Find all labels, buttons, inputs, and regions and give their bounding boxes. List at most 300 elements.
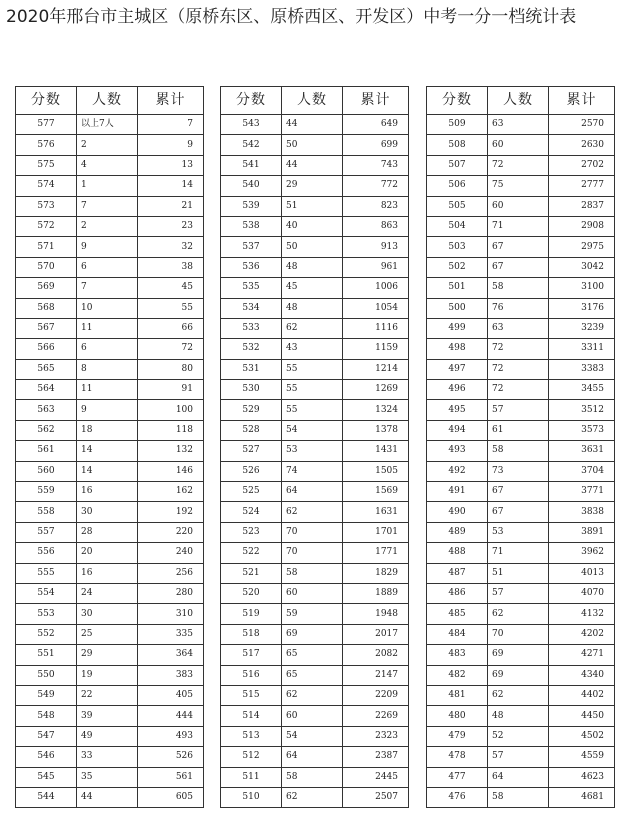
count-cell: 67 (488, 482, 549, 502)
cumulative-cell: 3512 (549, 400, 615, 420)
count-cell: 60 (488, 196, 549, 216)
table-row (16, 135, 204, 155)
cumulative-cell: 2777 (549, 176, 615, 196)
table-row (221, 502, 409, 522)
score-cell: 483 (427, 645, 488, 665)
table-row (221, 135, 409, 155)
count-cell: 72 (488, 380, 549, 400)
count-cell: 59 (282, 604, 343, 624)
count-cell: 73 (488, 461, 549, 481)
score-cell: 479 (427, 726, 488, 746)
score-cell: 554 (16, 583, 77, 603)
score-cell: 564 (16, 380, 77, 400)
score-cell: 480 (427, 706, 488, 726)
count-cell: 58 (488, 787, 549, 807)
cumulative-cell: 80 (138, 359, 204, 379)
table-row (427, 216, 615, 236)
cumulative-cell: 2323 (343, 726, 409, 746)
cumulative-cell: 2209 (343, 685, 409, 705)
table-row (221, 706, 409, 726)
count-cell: 7 (77, 278, 138, 298)
table-row (427, 115, 615, 135)
cumulative-cell: 72 (138, 339, 204, 359)
count-cell: 69 (488, 645, 549, 665)
count-cell: 11 (77, 380, 138, 400)
score-cell: 507 (427, 155, 488, 175)
score-cell: 487 (427, 563, 488, 583)
cumulative-cell: 2908 (549, 216, 615, 236)
score-cell: 511 (221, 767, 282, 787)
score-cell: 522 (221, 543, 282, 563)
header-cumulative: 累计 (343, 87, 409, 115)
score-cell: 512 (221, 747, 282, 767)
count-cell: 64 (282, 747, 343, 767)
table-row (427, 563, 615, 583)
table-row (427, 665, 615, 685)
count-cell: 1 (77, 176, 138, 196)
count-cell: 35 (77, 767, 138, 787)
table-row (427, 787, 615, 807)
cumulative-cell: 3704 (549, 461, 615, 481)
table-row (16, 665, 204, 685)
count-cell: 70 (488, 624, 549, 644)
count-cell: 76 (488, 298, 549, 318)
score-cell: 503 (427, 237, 488, 257)
cumulative-cell: 3311 (549, 339, 615, 359)
count-cell: 16 (77, 563, 138, 583)
cumulative-cell: 493 (138, 726, 204, 746)
score-cell: 491 (427, 482, 488, 502)
count-cell: 44 (282, 155, 343, 175)
table-row (16, 461, 204, 481)
score-cell: 489 (427, 522, 488, 542)
cumulative-cell: 444 (138, 706, 204, 726)
table-row (427, 155, 615, 175)
table-row (427, 645, 615, 665)
count-cell: 30 (77, 604, 138, 624)
cumulative-cell: 913 (343, 237, 409, 257)
count-cell: 58 (282, 767, 343, 787)
score-cell: 571 (16, 237, 77, 257)
count-cell: 71 (488, 543, 549, 563)
score-cell: 575 (16, 155, 77, 175)
count-cell: 40 (282, 216, 343, 236)
count-cell: 60 (282, 583, 343, 603)
count-cell: 44 (77, 787, 138, 807)
cumulative-cell: 310 (138, 604, 204, 624)
table-row (16, 685, 204, 705)
score-cell: 519 (221, 604, 282, 624)
count-cell: 50 (282, 135, 343, 155)
count-cell: 11 (77, 318, 138, 338)
cumulative-cell: 118 (138, 420, 204, 440)
count-cell: 65 (282, 645, 343, 665)
score-cell: 521 (221, 563, 282, 583)
score-cell: 516 (221, 665, 282, 685)
score-cell: 536 (221, 257, 282, 277)
table-row (427, 339, 615, 359)
count-cell: 67 (488, 502, 549, 522)
score-cell: 556 (16, 543, 77, 563)
score-cell: 476 (427, 787, 488, 807)
header-cumulative: 累计 (138, 87, 204, 115)
count-cell: 52 (488, 726, 549, 746)
table-row (221, 583, 409, 603)
cumulative-cell: 21 (138, 196, 204, 216)
score-cell: 500 (427, 298, 488, 318)
cumulative-cell: 4070 (549, 583, 615, 603)
count-cell: 58 (282, 563, 343, 583)
table-row (221, 522, 409, 542)
count-cell: 62 (488, 685, 549, 705)
count-cell: 64 (282, 482, 343, 502)
count-cell: 72 (488, 155, 549, 175)
count-cell: 49 (77, 726, 138, 746)
count-cell: 57 (488, 747, 549, 767)
cumulative-cell: 3631 (549, 441, 615, 461)
table-row (16, 155, 204, 175)
cumulative-cell: 2445 (343, 767, 409, 787)
table-row (16, 441, 204, 461)
cumulative-cell: 3455 (549, 380, 615, 400)
score-cell: 492 (427, 461, 488, 481)
cumulative-cell: 1378 (343, 420, 409, 440)
table-row (221, 624, 409, 644)
count-cell: 70 (282, 522, 343, 542)
score-table-1 (15, 86, 204, 808)
cumulative-cell: 4132 (549, 604, 615, 624)
count-cell: 55 (282, 359, 343, 379)
cumulative-cell: 23 (138, 216, 204, 236)
count-cell: 8 (77, 359, 138, 379)
cumulative-cell: 3239 (549, 318, 615, 338)
cumulative-cell: 4202 (549, 624, 615, 644)
cumulative-cell: 2570 (549, 115, 615, 135)
score-cell: 574 (16, 176, 77, 196)
table-row (221, 176, 409, 196)
count-cell: 58 (488, 441, 549, 461)
cumulative-cell: 364 (138, 645, 204, 665)
table-row (16, 502, 204, 522)
cumulative-cell: 605 (138, 787, 204, 807)
score-cell: 527 (221, 441, 282, 461)
cumulative-cell: 699 (343, 135, 409, 155)
table-row (221, 420, 409, 440)
score-cell: 570 (16, 257, 77, 277)
table-row (427, 298, 615, 318)
count-cell: 67 (488, 237, 549, 257)
count-cell: 18 (77, 420, 138, 440)
cumulative-cell: 2702 (549, 155, 615, 175)
cumulative-cell: 146 (138, 461, 204, 481)
score-cell: 576 (16, 135, 77, 155)
cumulative-cell: 1569 (343, 482, 409, 502)
table-row (427, 176, 615, 196)
cumulative-cell: 2975 (549, 237, 615, 257)
cumulative-cell: 55 (138, 298, 204, 318)
cumulative-cell: 4681 (549, 787, 615, 807)
cumulative-cell: 14 (138, 176, 204, 196)
count-cell: 65 (282, 665, 343, 685)
cumulative-cell: 2387 (343, 747, 409, 767)
score-cell: 505 (427, 196, 488, 216)
header-score: 分数 (221, 87, 282, 115)
cumulative-cell: 3962 (549, 543, 615, 563)
score-cell: 497 (427, 359, 488, 379)
score-cell: 559 (16, 482, 77, 502)
table-row (16, 359, 204, 379)
table-row (221, 237, 409, 257)
score-cell: 565 (16, 359, 77, 379)
table-row (16, 563, 204, 583)
header-score: 分数 (16, 87, 77, 115)
count-cell: 61 (488, 420, 549, 440)
cumulative-cell: 2507 (343, 787, 409, 807)
count-cell: 44 (282, 115, 343, 135)
table-row (221, 543, 409, 563)
table-row (427, 257, 615, 277)
table-row (427, 441, 615, 461)
score-cell: 488 (427, 543, 488, 563)
count-cell: 48 (488, 706, 549, 726)
table-row (16, 278, 204, 298)
table-row (427, 135, 615, 155)
count-cell: 57 (488, 400, 549, 420)
count-cell: 9 (77, 237, 138, 257)
cumulative-cell: 4340 (549, 665, 615, 685)
score-cell: 563 (16, 400, 77, 420)
score-cell: 477 (427, 767, 488, 787)
score-cell: 553 (16, 604, 77, 624)
count-cell: 16 (77, 482, 138, 502)
table-row (16, 706, 204, 726)
table-row (221, 257, 409, 277)
table-row (427, 685, 615, 705)
score-cell: 566 (16, 339, 77, 359)
cumulative-cell: 7 (138, 115, 204, 135)
count-cell: 29 (77, 645, 138, 665)
table-row (427, 624, 615, 644)
count-cell: 63 (488, 115, 549, 135)
count-cell: 24 (77, 583, 138, 603)
count-cell: 54 (282, 726, 343, 746)
cumulative-cell: 405 (138, 685, 204, 705)
score-cell: 523 (221, 522, 282, 542)
count-cell: 72 (488, 339, 549, 359)
score-cell: 518 (221, 624, 282, 644)
count-cell: 6 (77, 257, 138, 277)
header-score: 分数 (427, 87, 488, 115)
table-row (16, 482, 204, 502)
count-cell: 43 (282, 339, 343, 359)
cumulative-cell: 4013 (549, 563, 615, 583)
count-cell: 70 (282, 543, 343, 563)
score-table-2 (220, 86, 409, 808)
table-row (16, 216, 204, 236)
cumulative-cell: 4502 (549, 726, 615, 746)
score-cell: 547 (16, 726, 77, 746)
count-cell: 62 (488, 604, 549, 624)
header-count: 人数 (282, 87, 343, 115)
score-cell: 555 (16, 563, 77, 583)
count-cell: 48 (282, 298, 343, 318)
cumulative-cell: 2630 (549, 135, 615, 155)
score-table-3 (426, 86, 615, 808)
score-cell: 540 (221, 176, 282, 196)
score-cell: 541 (221, 155, 282, 175)
cumulative-cell: 561 (138, 767, 204, 787)
table-row (427, 482, 615, 502)
table-row (221, 482, 409, 502)
table-row (16, 747, 204, 767)
table-row (427, 522, 615, 542)
count-cell: 64 (488, 767, 549, 787)
cumulative-cell: 4450 (549, 706, 615, 726)
count-cell: 6 (77, 339, 138, 359)
score-cell: 529 (221, 400, 282, 420)
score-cell: 534 (221, 298, 282, 318)
cumulative-cell: 3100 (549, 278, 615, 298)
cumulative-cell: 772 (343, 176, 409, 196)
cumulative-cell: 45 (138, 278, 204, 298)
score-cell: 552 (16, 624, 77, 644)
count-cell: 69 (282, 624, 343, 644)
table-row (16, 176, 204, 196)
score-cell: 567 (16, 318, 77, 338)
count-cell: 14 (77, 461, 138, 481)
count-cell: 62 (282, 502, 343, 522)
table-row (221, 787, 409, 807)
table-row (221, 400, 409, 420)
cumulative-cell: 1006 (343, 278, 409, 298)
count-cell: 33 (77, 747, 138, 767)
table-row (16, 583, 204, 603)
cumulative-cell: 1829 (343, 563, 409, 583)
cumulative-cell: 4402 (549, 685, 615, 705)
table-row (221, 604, 409, 624)
cumulative-cell: 1701 (343, 522, 409, 542)
score-cell: 572 (16, 216, 77, 236)
table-row (16, 115, 204, 135)
table-row (427, 400, 615, 420)
score-cell: 560 (16, 461, 77, 481)
count-cell: 63 (488, 318, 549, 338)
header-count: 人数 (77, 87, 138, 115)
cumulative-cell: 1324 (343, 400, 409, 420)
table-row (427, 420, 615, 440)
count-cell: 50 (282, 237, 343, 257)
table-row (221, 747, 409, 767)
cumulative-cell: 91 (138, 380, 204, 400)
count-cell: 58 (488, 278, 549, 298)
count-cell: 25 (77, 624, 138, 644)
cumulative-cell: 100 (138, 400, 204, 420)
count-cell: 69 (488, 665, 549, 685)
cumulative-cell: 383 (138, 665, 204, 685)
count-cell: 71 (488, 216, 549, 236)
score-cell: 551 (16, 645, 77, 665)
count-cell: 62 (282, 787, 343, 807)
score-cell: 517 (221, 645, 282, 665)
table-row (427, 237, 615, 257)
cumulative-cell: 3838 (549, 502, 615, 522)
count-cell: 30 (77, 502, 138, 522)
score-cell: 514 (221, 706, 282, 726)
score-cell: 548 (16, 706, 77, 726)
header-cumulative: 累计 (549, 87, 615, 115)
table-row (427, 278, 615, 298)
cumulative-cell: 1948 (343, 604, 409, 624)
count-cell: 60 (282, 706, 343, 726)
cumulative-cell: 1269 (343, 380, 409, 400)
score-cell: 509 (427, 115, 488, 135)
score-cell: 515 (221, 685, 282, 705)
score-cell: 530 (221, 380, 282, 400)
score-cell: 501 (427, 278, 488, 298)
cumulative-cell: 2269 (343, 706, 409, 726)
cumulative-cell: 32 (138, 237, 204, 257)
score-cell: 513 (221, 726, 282, 746)
table-row (16, 420, 204, 440)
cumulative-cell: 256 (138, 563, 204, 583)
score-cell: 543 (221, 115, 282, 135)
cumulative-cell: 1631 (343, 502, 409, 522)
score-cell: 558 (16, 502, 77, 522)
table-row (427, 726, 615, 746)
cumulative-cell: 3891 (549, 522, 615, 542)
table-row (221, 339, 409, 359)
count-cell: 14 (77, 441, 138, 461)
score-cell: 550 (16, 665, 77, 685)
count-cell: 67 (488, 257, 549, 277)
cumulative-cell: 3383 (549, 359, 615, 379)
score-cell: 506 (427, 176, 488, 196)
table-row (16, 400, 204, 420)
cumulative-cell: 335 (138, 624, 204, 644)
table-row (427, 604, 615, 624)
count-cell: 9 (77, 400, 138, 420)
count-cell: 53 (282, 441, 343, 461)
table-row (221, 461, 409, 481)
cumulative-cell: 1431 (343, 441, 409, 461)
cumulative-cell: 4271 (549, 645, 615, 665)
score-cell: 562 (16, 420, 77, 440)
cumulative-cell: 3042 (549, 257, 615, 277)
score-cell: 494 (427, 420, 488, 440)
table-row (16, 257, 204, 277)
table-row (427, 583, 615, 603)
score-cell: 508 (427, 135, 488, 155)
score-cell: 486 (427, 583, 488, 603)
score-cell: 544 (16, 787, 77, 807)
cumulative-cell: 2837 (549, 196, 615, 216)
score-cell: 485 (427, 604, 488, 624)
count-cell: 4 (77, 155, 138, 175)
score-cell: 569 (16, 278, 77, 298)
cumulative-cell: 38 (138, 257, 204, 277)
score-cell: 524 (221, 502, 282, 522)
score-cell: 546 (16, 747, 77, 767)
count-cell: 45 (282, 278, 343, 298)
table-row (427, 543, 615, 563)
cumulative-cell: 13 (138, 155, 204, 175)
table-row (221, 645, 409, 665)
table-row (221, 726, 409, 746)
table-row (16, 318, 204, 338)
score-cell: 481 (427, 685, 488, 705)
count-cell: 48 (282, 257, 343, 277)
table-row (16, 604, 204, 624)
